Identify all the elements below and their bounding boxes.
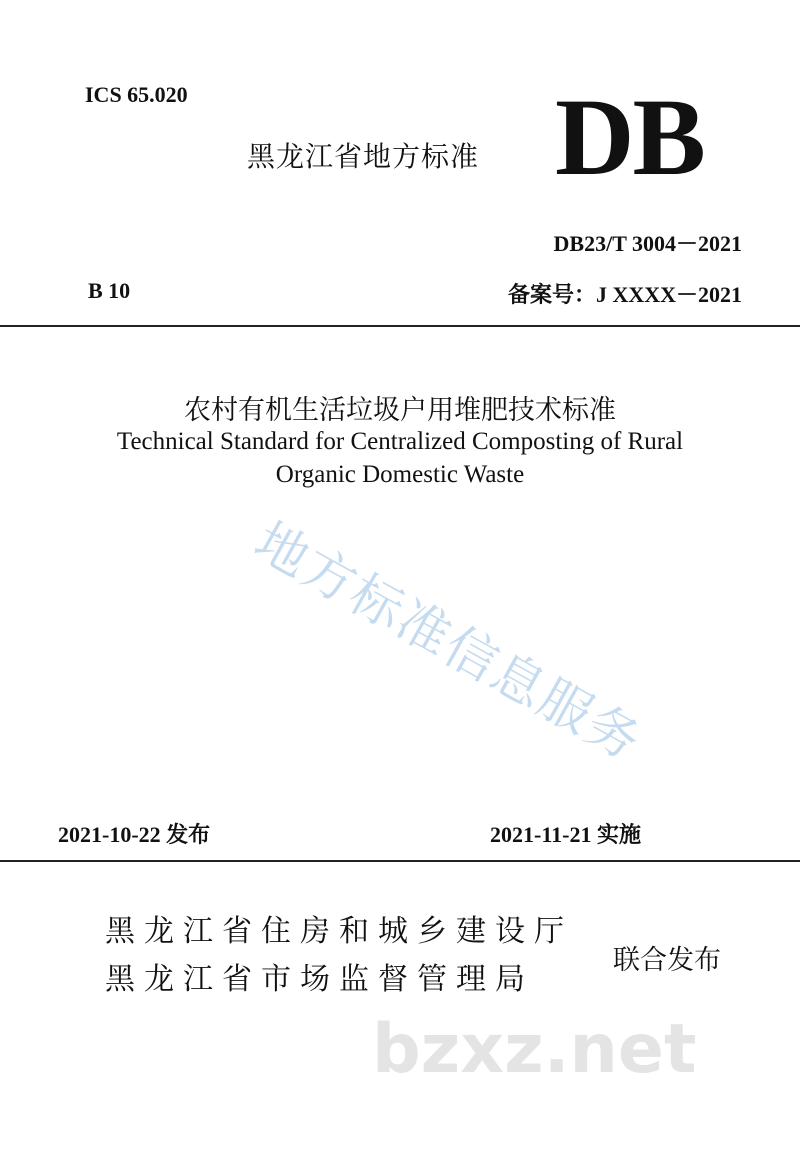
- title-chinese: 农村有机生活垃圾户用堆肥技术标准: [184, 395, 616, 426]
- issue-date: 2021-10-22 发布: [58, 822, 211, 847]
- ics-code: ICS 65.020: [85, 82, 188, 107]
- bottom-divider: [0, 860, 800, 862]
- site-watermark: bzxz.net: [372, 1010, 697, 1089]
- title-english-line2: Organic Domestic Waste: [275, 461, 525, 488]
- top-divider: [0, 325, 800, 327]
- watermark-text: 地方标准信息服务: [244, 511, 652, 774]
- issuer-org-2: 黑龙江省市场监督管理局: [105, 962, 534, 997]
- standard-number: DB23/T 3004－2021: [553, 231, 742, 256]
- implement-date: 2021-11-21 实施: [490, 822, 641, 847]
- record-number: 备案号：J XXXX－2021: [507, 282, 742, 307]
- joint-release-label: 联合发布: [613, 945, 721, 976]
- province-standard-label: 黑龙江省地方标准: [247, 140, 480, 173]
- title-english-line1: Technical Standard for Centralized Composting of Rural: [116, 428, 684, 455]
- classification-code: B 10: [88, 278, 131, 303]
- db-logo-mark: DB: [555, 76, 704, 198]
- issuer-org-1: 黑龙江省住房和城乡建设厅: [105, 914, 573, 949]
